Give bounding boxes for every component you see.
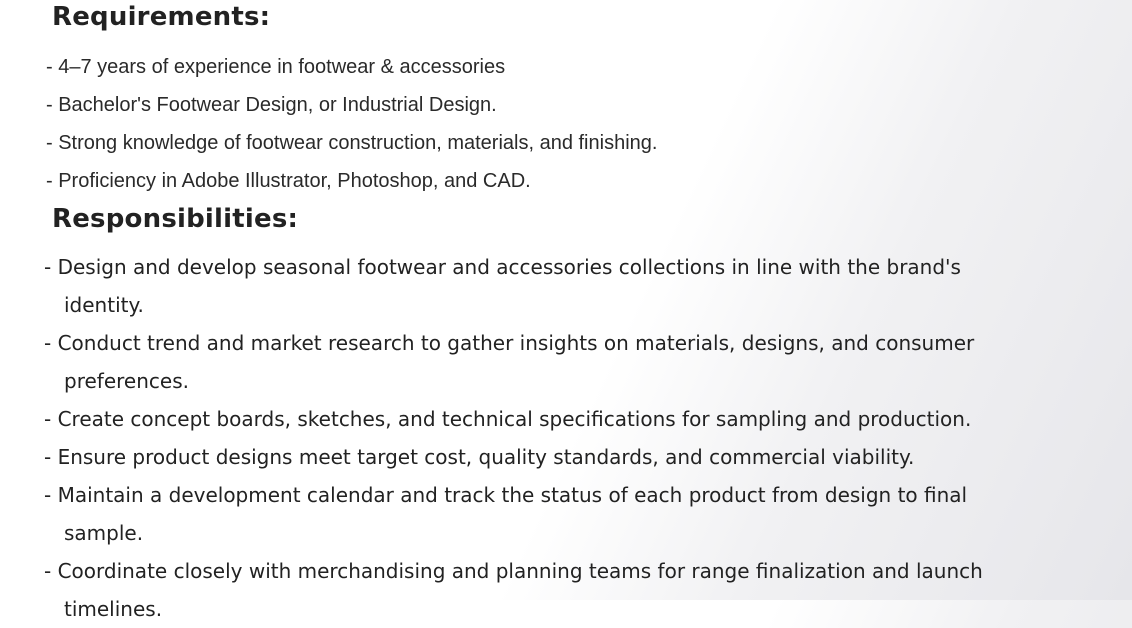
- responsibility-text: - Ensure product designs meet target cost, quality standards, and commercial viability.: [44, 445, 915, 469]
- responsibility-text-continued: timelines.: [64, 597, 163, 621]
- requirement-item: - Bachelor's Footwear Design, or Industrial Design.: [46, 94, 497, 116]
- responsibilities-list: [44, 248, 1104, 628]
- responsibility-text: - Create concept boards, sketches, and technical specifications for sampling and production.: [44, 407, 972, 431]
- responsibility-item: [44, 476, 1104, 552]
- requirement-item: - Proficiency in Adobe Illustrator, Photoshop, and CAD.: [46, 170, 531, 192]
- responsibility-text: - Coordinate closely with merchandising and planning teams for range finalization and launch: [44, 559, 983, 583]
- responsibility-text: - Maintain a development calendar and track the status of each product from design to final: [44, 483, 968, 507]
- responsibility-item: [44, 438, 1104, 476]
- requirement-item: - Strong knowledge of footwear construction, materials, and finishing.: [46, 132, 658, 154]
- responsibilities-heading: Responsibilities:: [52, 204, 299, 234]
- requirements-heading: Requirements:: [52, 2, 271, 32]
- responsibility-item: [44, 324, 1104, 400]
- responsibility-item: [44, 552, 1104, 628]
- responsibility-item: [44, 400, 1104, 438]
- requirements-list: [46, 48, 1106, 200]
- responsibility-item: [44, 248, 1104, 324]
- responsibility-text: - Design and develop seasonal footwear and accessories collections in line with the brand's: [44, 255, 961, 279]
- requirement-item: - 4–7 years of experience in footwear & accessories: [46, 56, 506, 78]
- responsibility-text-continued: identity.: [64, 293, 144, 317]
- responsibility-text-continued: preferences.: [64, 369, 189, 393]
- responsibility-text-continued: sample.: [64, 521, 144, 545]
- responsibility-text: - Conduct trend and market research to gather insights on materials, designs, and consumer: [44, 331, 975, 355]
